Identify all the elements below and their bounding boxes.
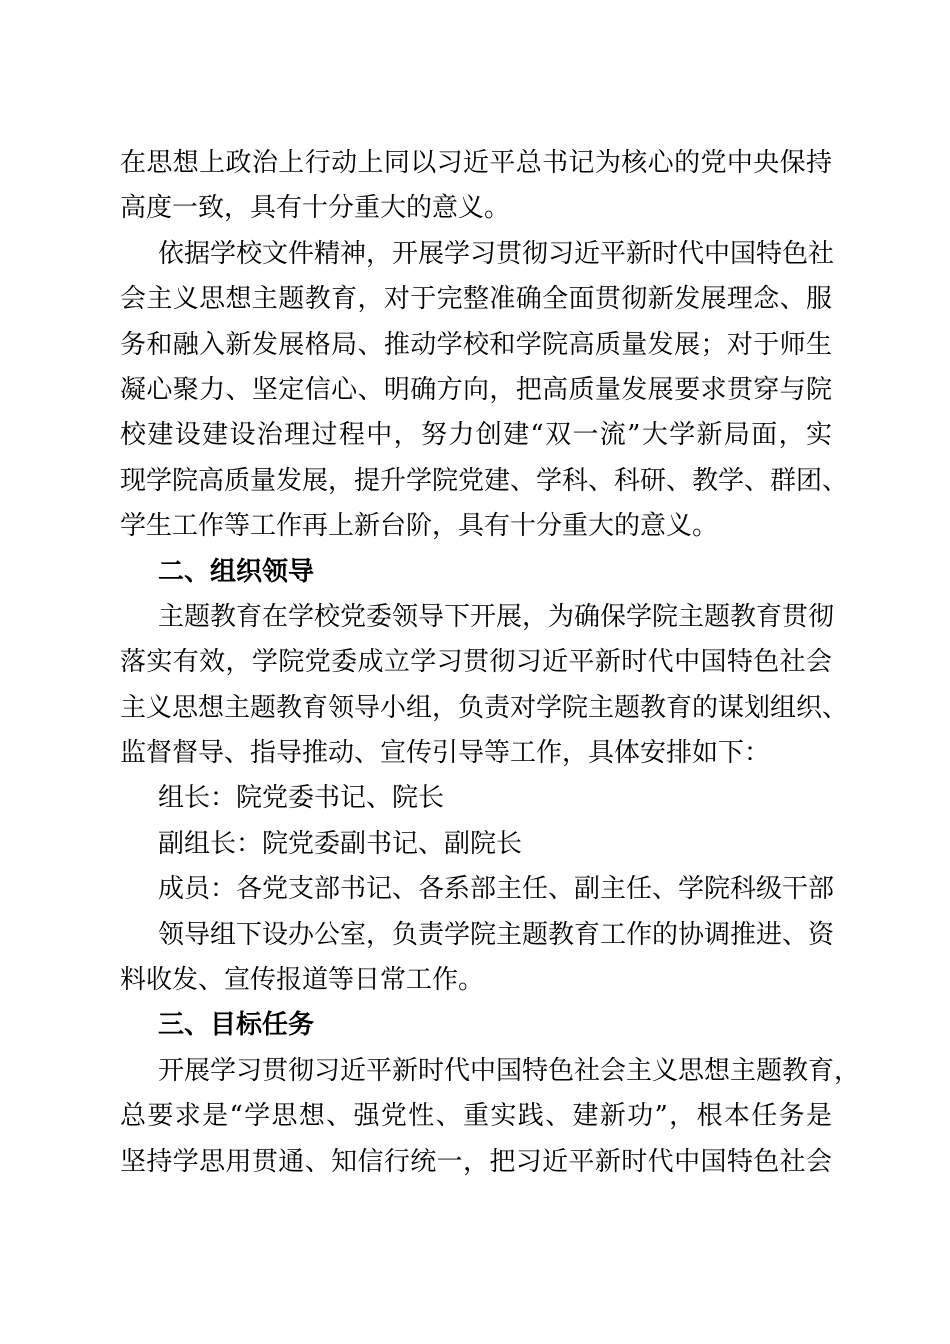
deputy-leader-line: 副组长：院党委副书记、副院长	[158, 828, 523, 859]
paragraph-office	[120, 913, 835, 1004]
document-body	[120, 141, 861, 1185]
text-line: 监督督导、指导推动、宣传引导等工作，具体安排如下：	[120, 738, 771, 769]
text-line: 落实有效，学院党委成立学习贯彻习近平新时代中国特色社会	[120, 647, 832, 678]
text-line: 主义思想主题教育领导小组，负责对学院主题教育的谋划组织、	[120, 692, 849, 723]
text-line: 依据学校文件精神，开展学习贯彻习近平新时代中国特色社	[158, 238, 835, 269]
text-line: 领导组下设办公室，负责学院主题教育工作的协调推进、资	[158, 919, 835, 950]
text-line: 总要求是“学思想、强党性、重实践、建新功”，根本任务是	[120, 1101, 832, 1132]
text-line: 务和融入新发展格局、推动学校和学院高质量发展；对于师生	[120, 329, 832, 360]
section-heading-organization: 二、组织领导	[158, 556, 315, 587]
paragraph-continuation	[120, 141, 832, 232]
text-line: 会主义思想主题教育，对于完整准确全面贯彻新发展理念、服	[120, 284, 832, 315]
paragraph-goals	[120, 1049, 861, 1185]
paragraph-significance	[120, 232, 849, 550]
text-line: 现学院高质量发展，提升学院党建、学科、科研、教学、群团、	[120, 465, 849, 496]
text-line: 坚持学思用贯通、知信行统一，把习近平新时代中国特色社会	[120, 1146, 832, 1177]
members-line: 成员：各党支部书记、各系部主任、副主任、学院科级干部	[158, 874, 835, 905]
text-line: 在思想上政治上行动上同以习近平总书记为核心的党中央保持	[120, 148, 832, 178]
text-line: 学生工作等工作再上新台阶，具有十分重大的意义。	[120, 511, 719, 542]
text-line: 凝心聚力、坚定信心、明确方向，把高质量发展要求贯穿与院	[120, 374, 832, 405]
text-line: 料收发、宣传报道等日常工作。	[120, 965, 485, 996]
text-line: 主题教育在学校党委领导下开展，为确保学院主题教育贯彻	[158, 601, 835, 632]
paragraph-organization	[120, 595, 849, 777]
text-line: 开展学习贯彻习近平新时代中国特色社会主义思想主题教育，	[158, 1055, 861, 1086]
group-leader-line: 组长：院党委书记、院长	[158, 783, 445, 814]
text-line: 高度一致，具有十分重大的意义。	[120, 193, 511, 224]
section-heading-goals: 三、目标任务	[158, 1010, 315, 1041]
text-line: 校建设建设治理过程中，努力创建“双一流”大学新局面，实	[120, 420, 832, 451]
